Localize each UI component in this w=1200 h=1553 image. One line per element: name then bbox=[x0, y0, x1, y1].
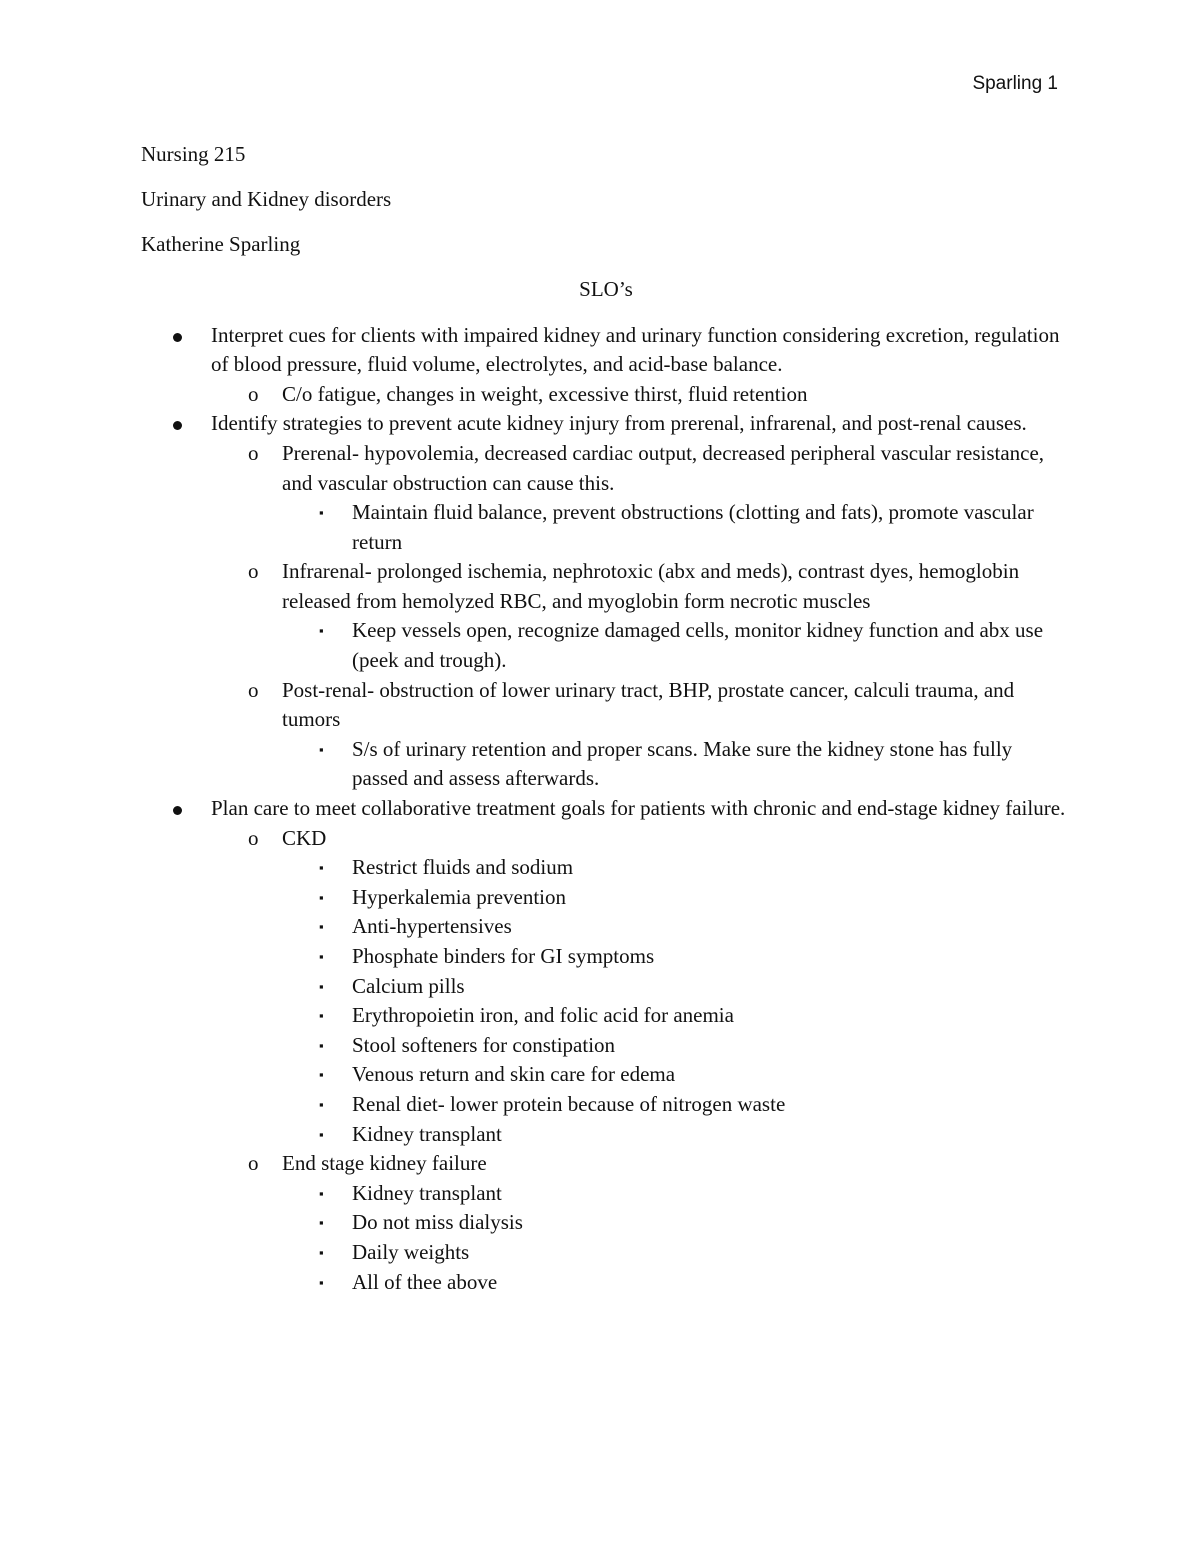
outline-item-text: End stage kidney failure bbox=[282, 1151, 487, 1176]
outline-item-level-3 bbox=[141, 972, 1071, 1002]
document-body bbox=[141, 140, 1071, 1297]
outline-item-text: Restrict fluids and sodium bbox=[352, 855, 574, 880]
outline-item-text: Post-renal- obstruction of lower urinary tract, BHP, prostate cancer, calculi trauma, and tumors bbox=[282, 677, 1015, 732]
outline-item-level-1 bbox=[141, 409, 1071, 439]
bullet-dot-icon bbox=[173, 321, 182, 351]
outline-item-text: Renal diet- lower protein because of nitrogen waste bbox=[352, 1091, 786, 1116]
outline-item-level-3 bbox=[141, 1060, 1071, 1090]
bullet-square-icon: ▪ bbox=[319, 889, 324, 905]
outline-item-text: Maintain fluid balance, prevent obstructions (clotting and fats), promote vascular return bbox=[352, 500, 1034, 554]
outline-item-level-3 bbox=[141, 1031, 1071, 1061]
course-line: Nursing 215 bbox=[141, 142, 246, 166]
outline-item-level-3 bbox=[141, 1238, 1071, 1268]
author-line: Katherine Sparling bbox=[141, 231, 301, 256]
bullet-square-icon: ▪ bbox=[319, 978, 324, 994]
outline-item-text: Keep vessels open, recognize damaged cells, monitor kidney function and abx use (peek and trough). bbox=[352, 618, 1044, 673]
bullet-circle-o-icon: o bbox=[248, 381, 259, 406]
bullet-square-icon: ▪ bbox=[319, 1215, 324, 1231]
outline-item-text: Stool softeners for constipation bbox=[352, 1032, 616, 1057]
outline-item-text: Daily weights bbox=[352, 1239, 470, 1264]
outline-item-text: C/o fatigue, changes in weight, excessive thirst, fluid retention bbox=[282, 381, 808, 406]
bullet-square-icon: ▪ bbox=[319, 1008, 324, 1024]
bullet-square-icon: ▪ bbox=[319, 1185, 324, 1201]
outline-item-text: Kidney transplant bbox=[352, 1121, 502, 1146]
outline-item-level-3 bbox=[141, 1268, 1071, 1298]
outline-item-level-3 bbox=[141, 853, 1071, 883]
outline-item-text: Infrarenal- prolonged ischemia, nephrotoxic (abx and meds), contrast dyes, hemoglobin released from hemolyzed RBC, and myoglobin form necrotic muscles bbox=[282, 559, 1020, 613]
outline-item-text: Erythropoietin iron, and folic acid for anemia bbox=[352, 1003, 734, 1028]
bullet-square-icon: ▪ bbox=[319, 741, 324, 757]
page-header-label: Sparling 1 bbox=[972, 73, 1058, 94]
bullet-circle-o-icon: o bbox=[248, 825, 259, 850]
outline-item-level-1 bbox=[141, 321, 1071, 380]
outline-item-level-1 bbox=[141, 794, 1071, 824]
bullet-square-icon: ▪ bbox=[319, 505, 324, 521]
outline-item-text: Kidney transplant bbox=[352, 1180, 502, 1205]
bullet-circle-o-icon: o bbox=[248, 677, 259, 702]
section-heading: SLO’s bbox=[579, 276, 633, 301]
bullet-square-icon: ▪ bbox=[319, 1067, 324, 1083]
outline-item-level-2 bbox=[141, 439, 1071, 498]
outline-item-text: Plan care to meet collaborative treatment goals for patients with chronic and end-stage kidney failure. bbox=[211, 796, 1066, 821]
outline-item-text: S/s of urinary retention and proper scans. Make sure the kidney stone has fully passed and assess afterwards. bbox=[352, 736, 1013, 791]
bullet-circle-o-icon: o bbox=[248, 1151, 259, 1176]
outline-item-level-2 bbox=[141, 824, 1071, 854]
bullet-square-icon: ▪ bbox=[319, 1037, 324, 1053]
bullet-dot-icon bbox=[173, 409, 182, 439]
outline-item-text: Do not miss dialysis bbox=[352, 1210, 523, 1235]
bullet-square-icon: ▪ bbox=[319, 949, 324, 965]
outline-item-text: CKD bbox=[282, 825, 327, 850]
bullet-square-icon: ▪ bbox=[319, 1244, 324, 1260]
outline-item-level-3 bbox=[141, 942, 1071, 972]
outline-item-text: Prerenal- hypovolemia, decreased cardiac output, decreased peripheral vascular resistance, and vascular obstruction can cause this. bbox=[282, 440, 1045, 495]
outline-item-level-2 bbox=[141, 676, 1071, 735]
outline-item-level-3 bbox=[141, 616, 1071, 675]
outline-item-text: Venous return and skin care for edema bbox=[352, 1062, 676, 1087]
outline-item-text: Interpret cues for clients with impaired kidney and urinary function considering excretion, regulation of blood pressure, fluid volume, electrolytes, and acid-base balance. bbox=[211, 322, 1060, 377]
bullet-square-icon: ▪ bbox=[319, 919, 324, 935]
outline-item-level-3 bbox=[141, 1179, 1071, 1209]
outline-item-level-3 bbox=[141, 883, 1071, 913]
outline-item-level-3 bbox=[141, 735, 1071, 794]
bullet-square-icon: ▪ bbox=[319, 860, 324, 876]
outline-item-text: Identify strategies to prevent acute kidney injury from prerenal, infrarenal, and post-renal causes. bbox=[211, 411, 1027, 436]
outline-item-level-3 bbox=[141, 1120, 1071, 1150]
bullet-circle-o-icon: o bbox=[248, 440, 259, 465]
outline-item-level-3 bbox=[141, 498, 1071, 557]
outline-item-text: Anti-hypertensives bbox=[352, 914, 512, 939]
outline-list bbox=[141, 321, 1071, 1298]
topic-line: Urinary and Kidney disorders bbox=[141, 186, 392, 211]
outline-item-text: Calcium pills bbox=[352, 973, 465, 998]
outline-item-text: Hyperkalemia prevention bbox=[352, 884, 566, 909]
outline-item-level-2 bbox=[141, 1149, 1071, 1179]
outline-item-text: All of thee above bbox=[352, 1269, 498, 1294]
bullet-square-icon: ▪ bbox=[319, 1274, 324, 1290]
bullet-square-icon: ▪ bbox=[319, 1096, 324, 1112]
outline-item-level-2 bbox=[141, 557, 1071, 616]
outline-item-level-3 bbox=[141, 1090, 1071, 1120]
bullet-square-icon: ▪ bbox=[319, 623, 324, 639]
outline-item-level-3 bbox=[141, 912, 1071, 942]
bullet-dot-icon bbox=[173, 794, 182, 824]
outline-item-text: Phosphate binders for GI symptoms bbox=[352, 944, 655, 969]
bullet-square-icon: ▪ bbox=[319, 1126, 324, 1142]
outline-item-level-3 bbox=[141, 1001, 1071, 1031]
bullet-circle-o-icon: o bbox=[248, 559, 259, 584]
outline-item-level-3 bbox=[141, 1208, 1071, 1238]
outline-item-level-2 bbox=[141, 380, 1071, 410]
